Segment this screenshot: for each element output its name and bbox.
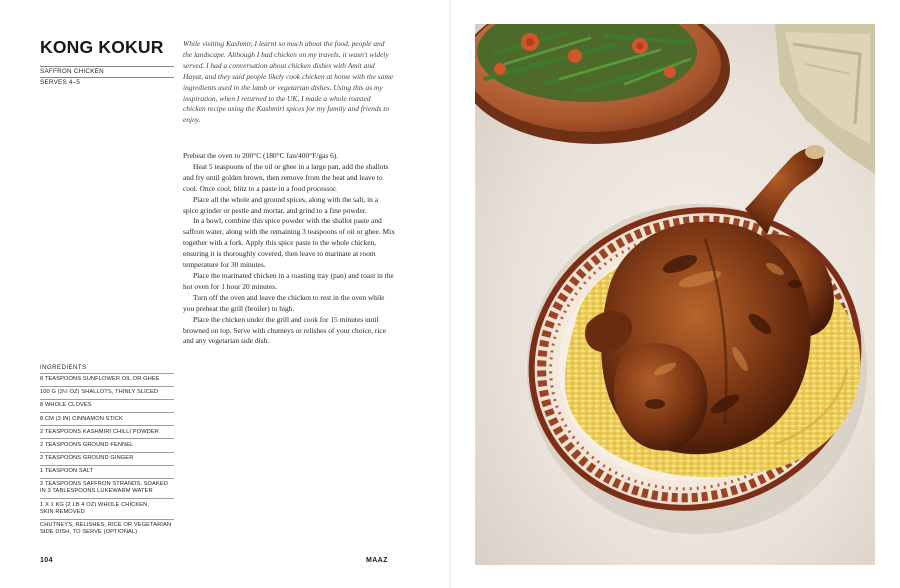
ingredient-item: CHUTNEYS, RELISHES, RICE OR VEGETARIAN SIDE DISH, TO SERVE (OPTIONAL): [40, 519, 174, 540]
recipe-intro: While visiting Kashmir, I learnt so much about the food, people and the landscape. Although I had chicken on my travels, it wasn't widely served. I had a conversation about chicken dishes with Amit and Hayat, and they said people likely cook chicken at home with the same ingredients used in the lamb or vegetarian dishes. Using this as my inspiration, when I returned to the UK, I made a whole roasted chicken recipe using the Kashmiri spices for my family and friends to enjoy.: [183, 39, 394, 125]
ingredient-item: 8 TEASPOONS SUNFLOWER OIL OR GHEE: [40, 373, 174, 386]
method-step: Preheat the oven to 200°C (180°C fan/400°F/gas 6).: [183, 151, 339, 160]
ingredient-item: 100 G (3½ OZ) SHALLOTS, THINLY SLICED: [40, 386, 174, 399]
running-footer-title: MAAZ: [366, 557, 388, 564]
ingredient-item: 2 TEASPOONS GROUND FENNEL: [40, 438, 174, 451]
page-gutter: [449, 0, 451, 588]
recipe-title: KONG KOKUR: [40, 37, 164, 57]
method-step: Heat 5 teaspoons of the oil or ghee in a large pan, add the shallots and fry until golden brown, then remove from the heat and leave to cool. Once cool, blitz to a paste in a food processor.: [183, 161, 389, 193]
ingredients-list: [40, 373, 174, 539]
method-step: Place all the whole and ground spices, along with the salt, in a spice grinder or pestle and mortar, and grind to a fine powder.: [183, 194, 379, 215]
method-step: Turn off the oven and leave the chicken to rest in the oven while you preheat the grill (broiler) to high.: [183, 292, 385, 313]
ingredient-item: 1 TEASPOON SALT: [40, 465, 174, 478]
ingredient-item: 8 WHOLE CLOVES: [40, 399, 174, 412]
ingredient-item: 2 TEASPOONS GROUND GINGER: [40, 452, 174, 465]
ingredients-heading: INGREDIENTS: [40, 364, 87, 371]
ingredient-item: 1 X 1 KG (2 LB 4 OZ) WHOLE CHICKEN, SKIN REMOVED: [40, 498, 174, 519]
recipe-subtitle: SAFFRON CHICKEN: [40, 68, 104, 75]
divider: [40, 77, 174, 78]
dish-photo: [475, 24, 875, 565]
ingredient-item: 8 CM (3 IN) CINNAMON STICK: [40, 412, 174, 425]
method-step: In a bowl, combine this spice powder with the shallot paste and saffron water, along with the remaining 3 teaspoons of oil or ghee. Mix together with a fork. Apply this spice paste to the whole chicken, ensuring it is thoroughly covered, then leave to marinate at room temperature for 30 minutes.: [183, 216, 395, 270]
ingredient-item: 2 TEASPOONS SAFFRON STRANDS, SOAKED IN 3 TABLESPOONS LUKEWARM WATER: [40, 478, 174, 499]
method-step: Place the chicken under the grill and cook for 15 minutes until browned on top. Serve with chutneys or relishes of your choice, rice and any vegetarian side dish.: [183, 314, 387, 346]
ingredient-item: 2 TEASPOONS KASHMIRI CHILLI POWDER: [40, 425, 174, 438]
recipe-method: [183, 151, 395, 347]
method-step: Place the marinated chicken in a roasting tray (pan) and roast in the hot oven for 1 hour 20 minutes.: [183, 270, 394, 291]
divider: [40, 66, 174, 67]
page-number: 104: [40, 557, 53, 564]
serves-label: SERVES 4–5: [40, 79, 81, 86]
